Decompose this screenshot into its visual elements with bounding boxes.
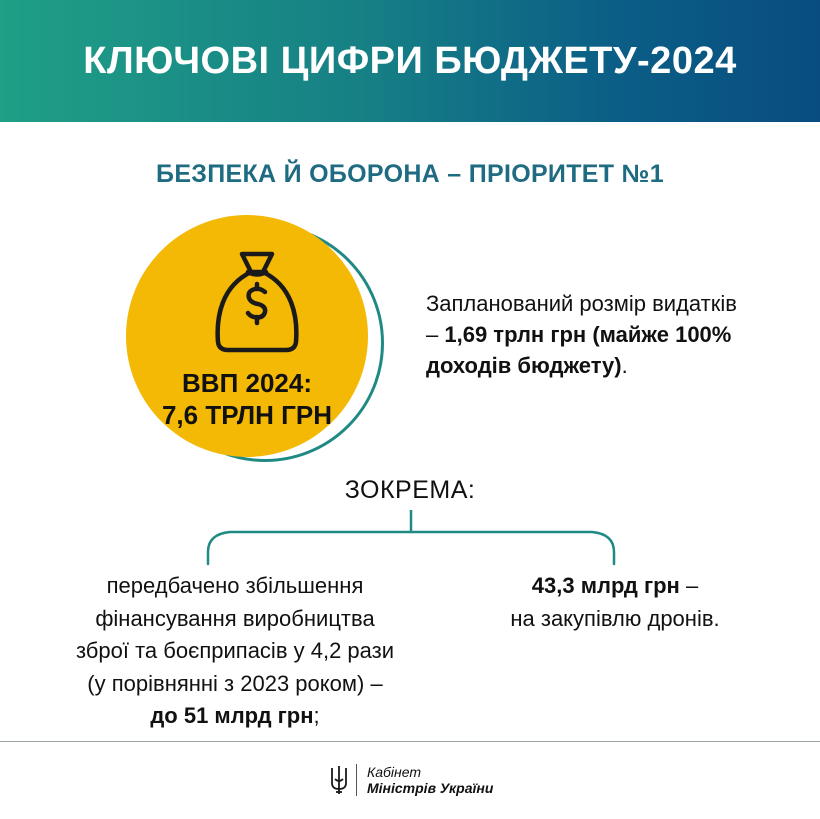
weapons-funding-text (50, 570, 420, 733)
footer-divider (0, 741, 820, 742)
left-line5 (50, 700, 420, 733)
left-suffix: ; (313, 703, 320, 728)
expenses-prefix: Запланований розмір видатків – (426, 291, 737, 347)
expenses-amount: 1,69 трлн грн (444, 322, 587, 347)
page-title: КЛЮЧОВІ ЦИФРИ БЮДЖЕТУ-2024 (83, 39, 737, 82)
drones-amount: 43,3 млрд грн (531, 573, 680, 598)
expenses-note: (майже 100% доходів бюджету) (426, 322, 732, 378)
logo-line2: Міністрів України (367, 780, 494, 796)
header-banner (0, 0, 820, 122)
trident-icon (330, 765, 348, 795)
gdp-line2: 7,6 ТРЛН ГРН (161, 400, 333, 430)
cabinet-logo (330, 763, 493, 797)
drones-text (470, 570, 760, 635)
money-bag-icon (212, 246, 302, 356)
logo-text (367, 764, 493, 796)
left-line2: фінансування виробництва (95, 605, 375, 631)
split-bracket (200, 510, 622, 566)
right-line2: на закупівлю дронів. (510, 605, 720, 631)
expenses-text (426, 288, 746, 381)
zokrema-label: ЗОКРЕМА: (344, 476, 476, 504)
gdp-line1: ВВП 2024: (182, 368, 312, 398)
section-subtitle: БЕЗПЕКА Й ОБОРОНА – ПРІОРИТЕТ №1 (156, 160, 664, 188)
logo-separator (356, 764, 357, 796)
expenses-suffix: . (621, 353, 628, 378)
weapons-amount: до 51 млрд грн (150, 703, 314, 728)
right-dash: – (679, 573, 699, 598)
left-line1: передбачено збільшення (106, 573, 364, 598)
left-line3: зброї та боєприпасів у 4,2 рази (75, 638, 395, 663)
right-line1 (470, 570, 760, 603)
logo-line1: Кабінет (367, 764, 422, 780)
left-line4: (у порівнянні з 2023 роком) – (87, 670, 383, 696)
gdp-label (126, 367, 368, 431)
